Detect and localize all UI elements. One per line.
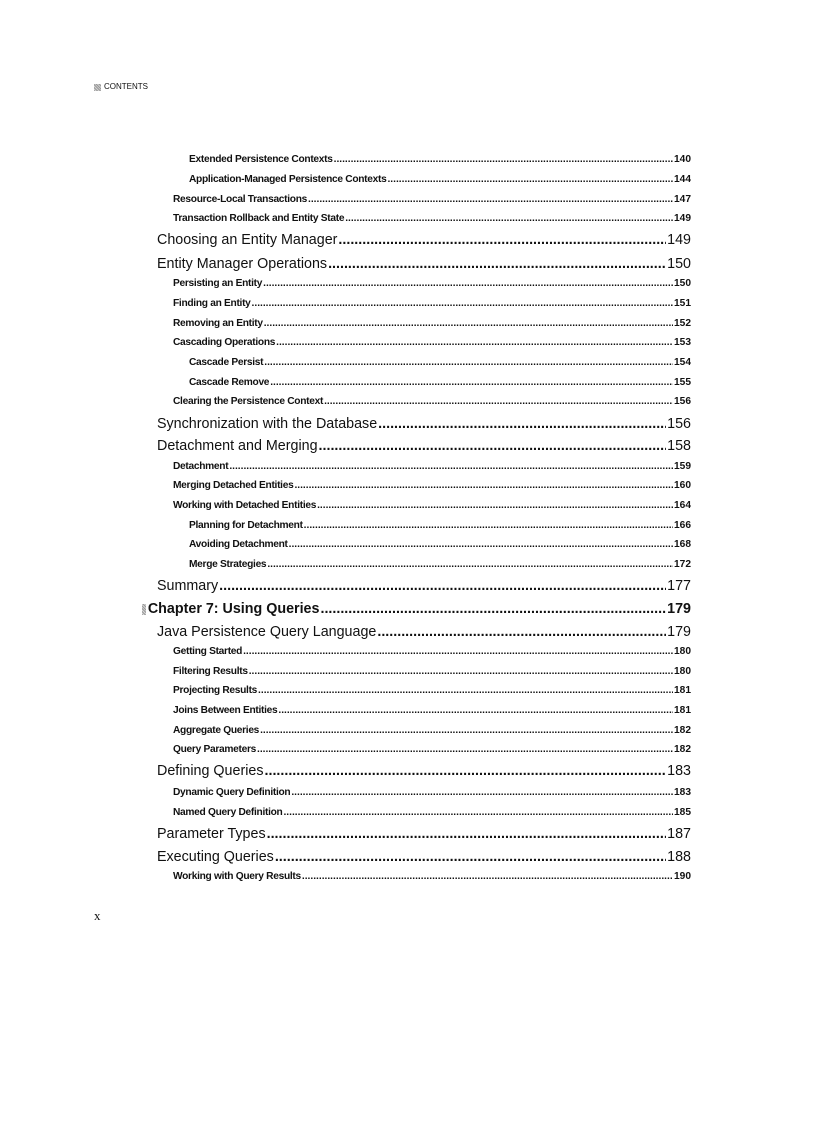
toc-entry-title: Synchronization with the Database <box>157 416 378 432</box>
toc-entry[interactable] <box>157 577 691 596</box>
toc-entry-page: 155 <box>674 377 691 388</box>
toc-entry-title: Working with Detached Entities <box>173 500 317 511</box>
toc-entry[interactable] <box>189 173 691 187</box>
toc-entry-title: Persisting an Entity <box>173 278 263 289</box>
toc-entry-title: Resource-Local Transactions <box>173 194 308 205</box>
toc-entry-title: Choosing an Entity Manager <box>157 232 338 248</box>
toc-entry-page: 180 <box>674 646 691 657</box>
toc-leader-dots <box>328 255 666 274</box>
toc-leader-dots <box>276 336 673 350</box>
toc-leader-dots <box>304 519 673 533</box>
toc-entry-page: 190 <box>674 871 691 882</box>
toc-entry-page: 185 <box>674 807 691 818</box>
toc-entry-page: 160 <box>674 480 691 491</box>
toc-entry[interactable] <box>189 153 691 167</box>
toc-leader-dots <box>249 665 673 679</box>
toc-entry-page: 180 <box>674 666 691 677</box>
toc-entry[interactable] <box>173 870 691 884</box>
running-header <box>94 82 148 92</box>
toc-entry-title: Getting Started <box>173 646 243 657</box>
toc-entry-title: Java Persistence Query Language <box>157 624 377 640</box>
toc-leader-dots <box>377 623 666 642</box>
toc-entry-page: 156 <box>674 396 691 407</box>
toc-leader-dots <box>319 437 667 456</box>
toc-entry[interactable] <box>189 356 691 370</box>
toc-entry-page: 172 <box>674 559 691 570</box>
toc-entry[interactable] <box>173 806 691 820</box>
toc-entry-title: Planning for Detachment <box>189 520 303 531</box>
toc-entry[interactable] <box>173 277 691 291</box>
toc-entry-title: Joins Between Entities <box>173 705 278 716</box>
toc-entry-title: Working with Query Results <box>173 871 301 882</box>
toc-leader-dots <box>317 499 673 513</box>
toc-leader-dots <box>308 193 673 207</box>
toc-leader-dots <box>387 173 673 187</box>
toc-leader-dots <box>264 356 673 370</box>
toc-entry-page: 177 <box>667 578 691 594</box>
toc-entry-title: Detachment <box>173 461 229 472</box>
toc-entry[interactable] <box>157 825 691 844</box>
toc-entry-page: 182 <box>674 725 691 736</box>
toc-entry-page: 150 <box>667 256 691 272</box>
toc-entry[interactable] <box>157 255 691 274</box>
toc-entry-title: Merge Strategies <box>189 559 267 570</box>
toc-entry[interactable] <box>173 704 691 718</box>
toc-entry[interactable] <box>173 645 691 659</box>
toc-entry-page: 188 <box>667 849 691 865</box>
toc-entry-title: Dynamic Query Definition <box>173 787 291 798</box>
toc-entry[interactable] <box>173 395 691 409</box>
toc-entry[interactable] <box>173 212 691 226</box>
toc-leader-dots <box>324 395 673 409</box>
toc-entry-title: Merging Detached Entities <box>173 480 294 491</box>
toc-entry[interactable] <box>173 479 691 493</box>
toc-entry-page: 150 <box>674 278 691 289</box>
toc-leader-dots <box>302 870 673 884</box>
toc-leader-dots <box>378 415 666 434</box>
toc-entry-title: Removing an Entity <box>173 318 263 329</box>
toc-entry-page: 144 <box>674 174 691 185</box>
toc-leader-dots <box>289 538 673 552</box>
toc-entry[interactable] <box>173 786 691 800</box>
toc-leader-dots <box>219 577 666 596</box>
page-folio: x <box>94 908 101 923</box>
toc-entry[interactable] <box>173 665 691 679</box>
toc-entry-page: 179 <box>667 624 691 640</box>
toc-leader-dots <box>278 704 673 718</box>
toc-leader-dots <box>267 558 673 572</box>
toc-leader-dots <box>243 645 673 659</box>
toc-entry[interactable] <box>157 762 691 781</box>
toc-entry[interactable] <box>157 437 691 456</box>
toc-leader-dots <box>294 479 673 493</box>
toc-entry-page: 179 <box>667 601 691 617</box>
toc-entry-page: 140 <box>674 154 691 165</box>
toc-leader-dots <box>258 684 673 698</box>
toc-entry-page: 159 <box>674 461 691 472</box>
toc-entry-title: Cascading Operations <box>173 337 276 348</box>
toc-leader-dots <box>229 460 673 474</box>
toc-leader-dots <box>338 231 666 250</box>
toc-entry-page: 182 <box>674 744 691 755</box>
toc-entry-title: Avoiding Detachment <box>189 539 288 550</box>
section-square-icon <box>94 84 101 91</box>
toc-entry-title: Clearing the Persistence Context <box>173 396 324 407</box>
toc-entry-page: 151 <box>674 298 691 309</box>
toc-entry[interactable] <box>189 558 691 572</box>
toc-entry[interactable] <box>157 231 691 250</box>
toc-leader-dots <box>270 376 673 390</box>
toc-entry[interactable] <box>189 376 691 390</box>
toc-leader-dots <box>260 724 673 738</box>
toc-entry[interactable] <box>173 193 691 207</box>
toc-entry-page: 164 <box>674 500 691 511</box>
toc-entry-title: Entity Manager Operations <box>157 256 328 272</box>
toc-entry-title: Extended Persistence Contexts <box>189 154 333 165</box>
toc-entry-title: Parameter Types <box>157 826 266 842</box>
toc-leader-dots <box>263 277 673 291</box>
toc-leader-dots <box>275 848 666 867</box>
toc-entry-page: 168 <box>674 539 691 550</box>
toc-entry-title: Named Query Definition <box>173 807 283 818</box>
toc-entry-title: Cascade Persist <box>189 357 264 368</box>
toc-entry-page: 187 <box>667 826 691 842</box>
toc-entry-page: 147 <box>674 194 691 205</box>
toc-entry-page: 183 <box>667 763 691 779</box>
toc-entry[interactable] <box>173 297 691 311</box>
toc-leader-dots <box>257 743 673 757</box>
toc-entry-title: Filtering Results <box>173 666 248 677</box>
toc-entry[interactable] <box>173 743 691 757</box>
toc-entry-page: 149 <box>667 232 691 248</box>
toc-entry-page: 181 <box>674 685 691 696</box>
toc-entry-title: Transaction Rollback and Entity State <box>173 213 345 224</box>
toc-leader-dots <box>345 212 673 226</box>
toc-entry-title: Executing Queries <box>157 849 274 865</box>
toc-entry-page: 166 <box>674 520 691 531</box>
toc-entry-title: Detachment and Merging <box>157 438 318 454</box>
toc-entry-page: 156 <box>667 416 691 432</box>
toc-entry-title: Defining Queries <box>157 763 264 779</box>
toc-entry-page: 158 <box>667 438 691 454</box>
toc-leader-dots <box>320 600 666 619</box>
toc-chapter-entry[interactable] <box>142 600 691 619</box>
toc-entry[interactable] <box>173 317 691 331</box>
toc-leader-dots <box>334 153 673 167</box>
toc-entry[interactable] <box>173 499 691 513</box>
toc-leader-dots <box>291 786 673 800</box>
toc-entry-page: 154 <box>674 357 691 368</box>
toc-entry-title: Chapter 7: Using Queries <box>147 601 320 617</box>
toc-entry[interactable] <box>157 623 691 642</box>
toc-leader-dots <box>283 806 673 820</box>
chapter-square-icon <box>142 604 146 615</box>
toc-entry-title: Cascade Remove <box>189 377 270 388</box>
toc-entry[interactable] <box>189 538 691 552</box>
toc-leader-dots <box>267 825 667 844</box>
toc-entry-title: Finding an Entity <box>173 298 251 309</box>
toc-entry-page: 183 <box>674 787 691 798</box>
toc-entry[interactable] <box>189 519 691 533</box>
toc-entry-page: 153 <box>674 337 691 348</box>
toc-entry[interactable] <box>173 684 691 698</box>
toc-entry[interactable] <box>157 848 691 867</box>
toc-entry[interactable] <box>173 460 691 474</box>
toc-entry-title: Application-Managed Persistence Contexts <box>189 174 387 185</box>
toc-leader-dots <box>265 762 667 781</box>
toc-entry[interactable] <box>173 724 691 738</box>
toc-entry-page: 149 <box>674 213 691 224</box>
toc-entry-title: Projecting Results <box>173 685 258 696</box>
toc-entry[interactable] <box>173 336 691 350</box>
toc-entry-title: Aggregate Queries <box>173 725 260 736</box>
toc-entry[interactable] <box>157 415 691 434</box>
running-header-title: CONTENTS <box>104 82 148 91</box>
toc-entry-title: Summary <box>157 578 219 594</box>
toc-entry-title: Query Parameters <box>173 744 256 755</box>
toc-entry-page: 181 <box>674 705 691 716</box>
toc-entry-page: 152 <box>674 318 691 329</box>
toc-leader-dots <box>264 317 673 331</box>
toc-leader-dots <box>252 297 673 311</box>
